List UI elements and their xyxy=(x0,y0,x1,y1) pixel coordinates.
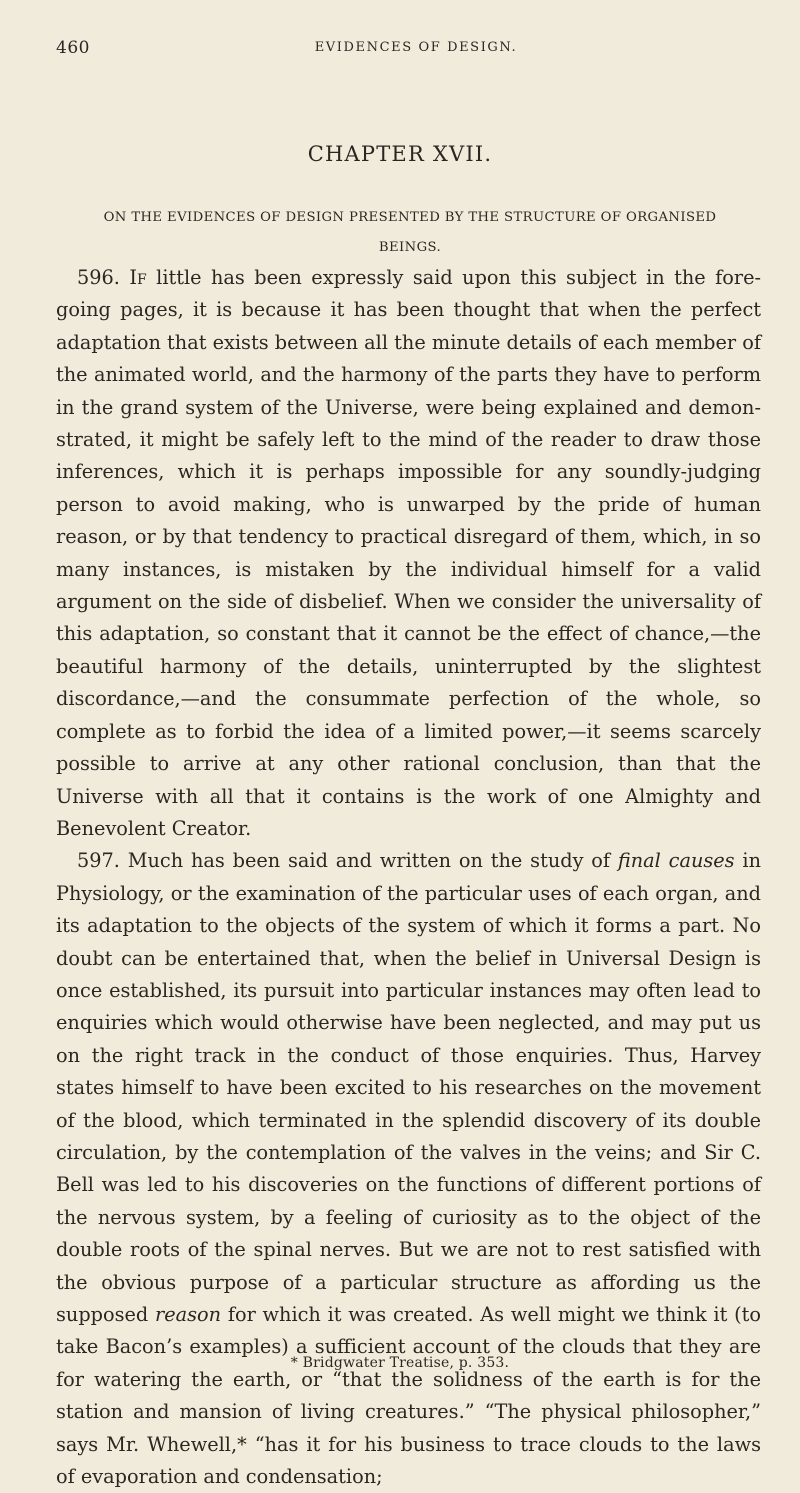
paragraph-text: in Physiology, or the examination of the particular uses of each organ, and its adaptation to the objects of the system of which it forms a part. No doubt can be entertained that, when the belief in Universal Design is once established, its pursuit into particular instances may often lead to enquiries which would otherwise have been neglected, and may put us on the right track in the conduct of those enquiries. Thus, Harvey states himself to have been excited to his researches on the movement of the blood, which terminated in the splendid discovery of its double circulation, by the contemplation of the valves in the veins; and Sir C. Bell was led to his discoveries on the functions of different portions of the nervous system, by a feeling of curiosity as to the object of the double roots of the spinal nerves. But we are not to rest satisfied with the obvious purpose of a particular structure as affording us the supposed xyxy=(56,849,761,1326)
running-head xyxy=(56,38,756,62)
paragraph-lead-word: If xyxy=(129,266,147,289)
paragraph-text: little has been expressly said upon this subject in the foregoing pages, it is because it has been thought that when the perfect adaptation that exists between all the minute details of each member of the animated world, and the harmony of the parts they have to perform in the grand system of the Universe, were being explained and demonstrated, it might be safely left to the mind of the reader to draw those inferences, which it is perhaps impossible for any soundly-judging person to avoid making, who is unwarped by the pride of human reason, or by that tendency to practical disregard of them, which, in so many instances, is mistaken by the individual himself for a valid argument on the side of disbelief. When we consider the universality of this adaptation, so constant that it cannot be the effect of chance,—the beautiful harmony of the details, uninterrupted by the slightest discordance,—and the consummate perfection of the whole, so complete as to forbid the idea of a limited power,—it seems scarcely possible to arrive at any other rational conclusion, than that the Universe with all that it contains is the work of one Almighty and Benevolent Creator. xyxy=(56,266,762,840)
paragraph-596 xyxy=(56,262,761,845)
paragraph-number: 597. xyxy=(77,849,120,873)
running-title: EVIDENCES OF DESIGN. xyxy=(314,40,518,55)
chapter-title: CHAPTER XVII. xyxy=(307,142,493,166)
paragraph-text: Much has been said and written on the study of xyxy=(119,849,618,873)
paragraph-number: 596. xyxy=(77,266,120,289)
emphasis-reason: reason xyxy=(155,1303,222,1326)
footnote: * Bridgwater Treatise, p. 353. xyxy=(290,1355,510,1371)
page-number: 460 xyxy=(56,38,90,58)
body-text xyxy=(56,262,761,1493)
emphasis-final-causes: final causes xyxy=(617,849,735,873)
paragraph-597 xyxy=(56,845,761,1493)
paragraph-text: for which it was created. As well might we think it (to take Bacon’s examples) a sufficient account of the clouds that they are for watering the earth, or “that the solidness of the earth is for the station and mansion of living creatures.” “The physical philosopher,” says Mr. Whewell,* “has it for his business to trace clouds to the laws of evaporation and condensation; xyxy=(56,1303,761,1489)
chapter-subtitle: ON THE EVIDENCES OF DESIGN PRESENTED BY THE STRUCTURE OF ORGANISED BEINGS. xyxy=(103,210,717,255)
